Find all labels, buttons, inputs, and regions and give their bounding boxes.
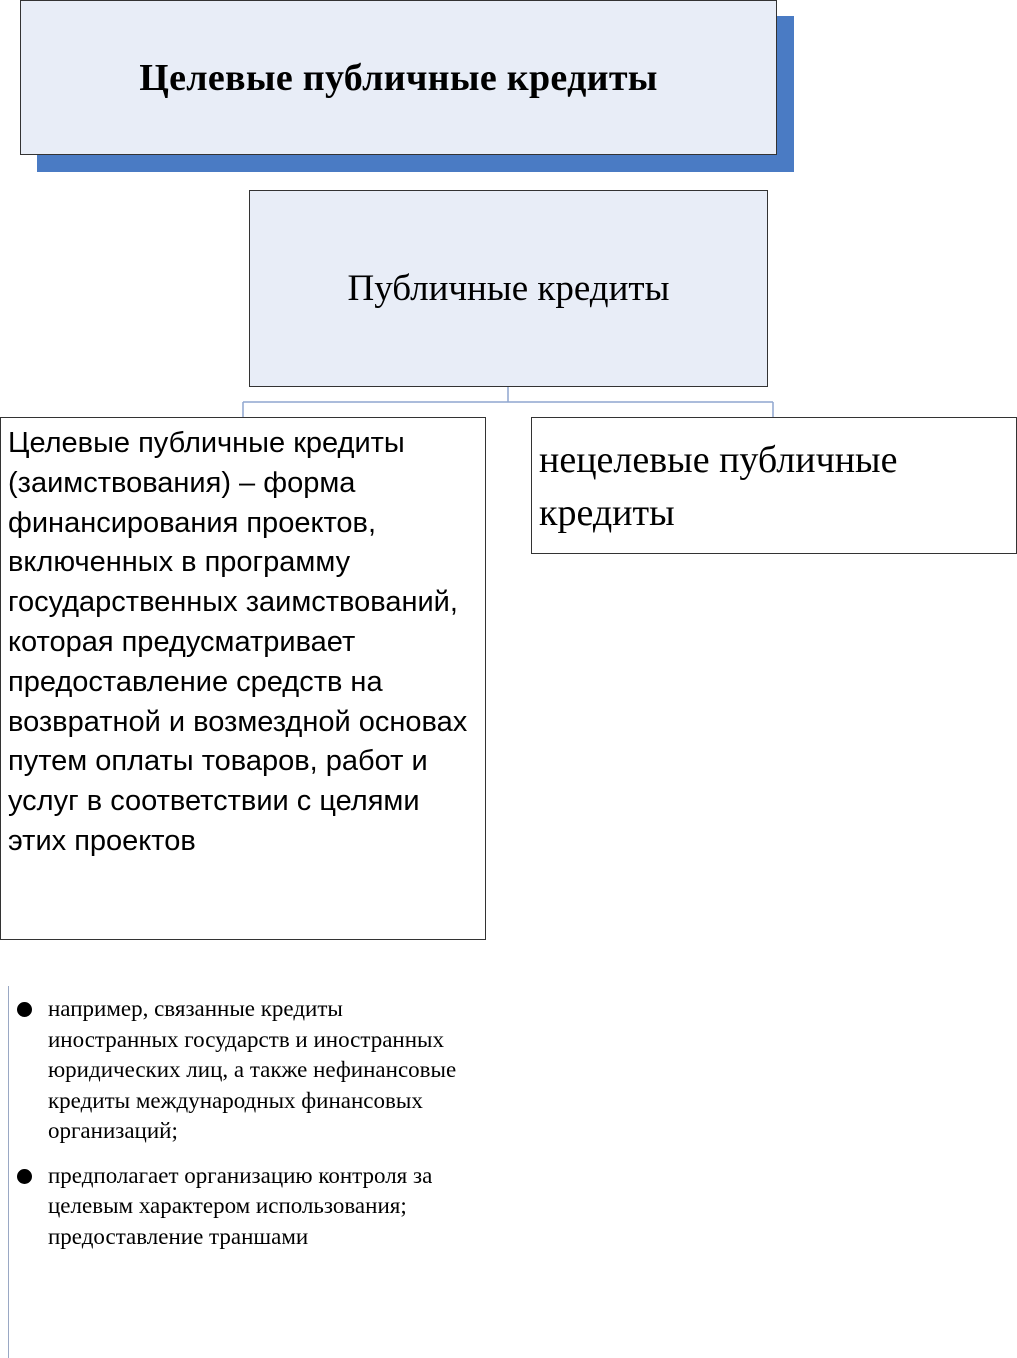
bullet-text: например, связанные кредиты иностранных государств и иностранных юридических лиц, а также нефинансовые кредиты международных финансовых организаций;	[48, 996, 457, 1143]
bullet-text: предполагает организацию контроля за целевым характером использования; предоставление траншами	[48, 1162, 433, 1249]
left-node-text: Целевые публичные кредиты (заимствования) – форма финансирования проектов, включенных в программу государственных заимствований, которая предусматривает предоставление средств на возвратной и возмездной основах путем оплаты товаров, работ и услуг в соответствии с целями этих проектов	[8, 427, 468, 857]
right-node-text: нецелевые публичные кредиты	[539, 439, 898, 534]
root-node-label: Публичные кредиты	[347, 268, 670, 309]
bullet-dot-icon	[17, 1002, 32, 1017]
bullet-dot-icon	[17, 1169, 32, 1184]
bullet-item	[17, 994, 477, 1147]
left-node	[0, 417, 486, 940]
bullet-list	[17, 994, 477, 1266]
bullet-item	[17, 1161, 477, 1253]
right-node	[531, 417, 1017, 554]
diagram-title: Целевые публичные кредиты	[139, 56, 658, 99]
tree-connector	[0, 0, 1017, 420]
bullets-divider	[8, 986, 9, 1358]
